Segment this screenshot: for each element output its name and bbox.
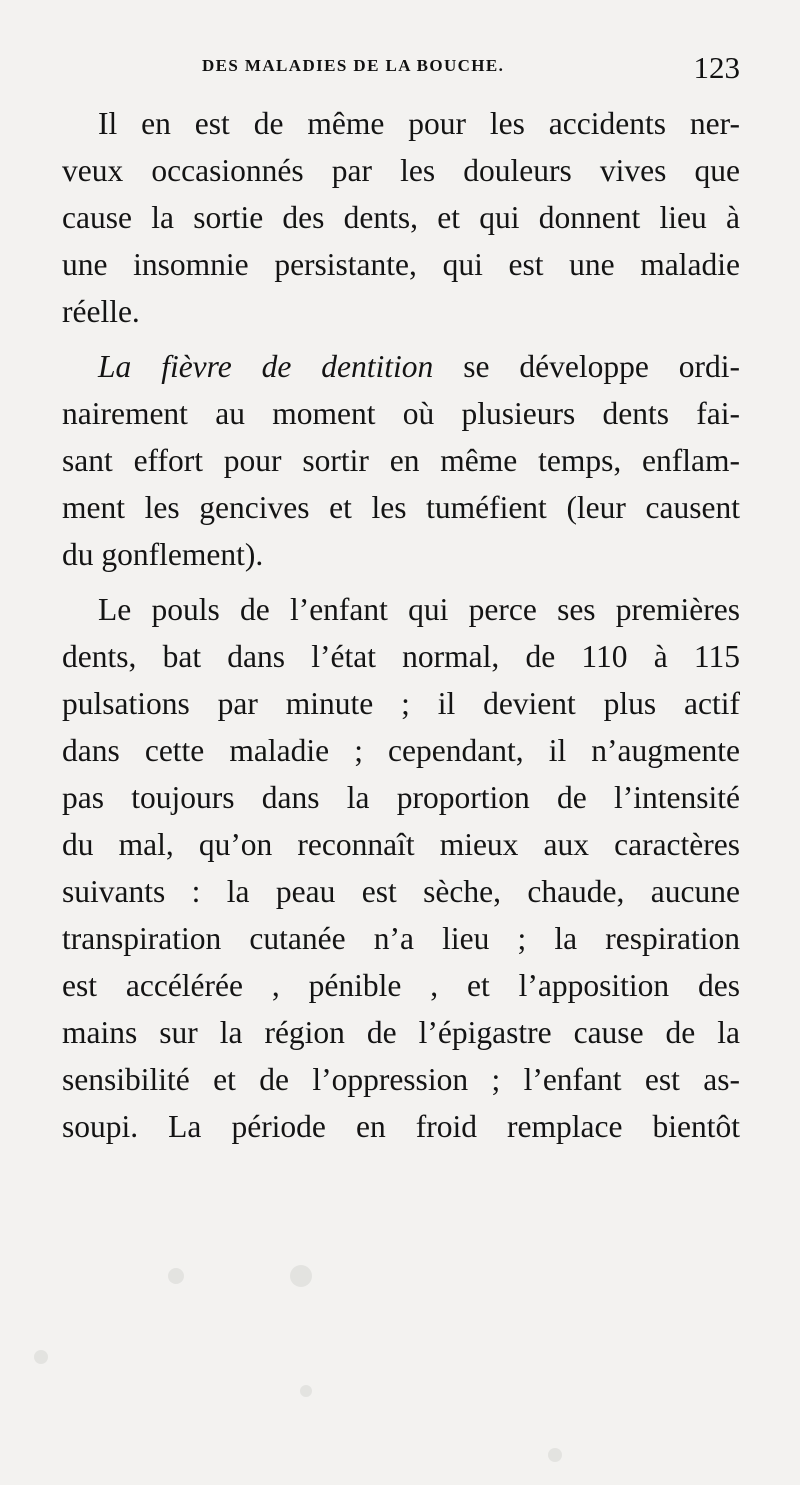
- paper-speck: [548, 1448, 562, 1462]
- text-line: Le pouls de l’enfant qui perce ses premières: [98, 592, 740, 627]
- page-number: 123: [693, 50, 740, 85]
- text-run: se développe ordi-: [463, 349, 741, 384]
- paragraph-1: [62, 100, 740, 335]
- text-line: mains sur la région de l’épigastre cause de la: [62, 1015, 740, 1050]
- paper-speck: [168, 1268, 184, 1284]
- paper-speck: [34, 1350, 48, 1364]
- paragraph-3: [62, 586, 740, 1150]
- text-line: sant effort pour sortir en même temps, enflam-: [62, 443, 740, 478]
- text-line: pulsations par minute ; il devient plus actif: [62, 686, 740, 721]
- text-line: du gonflement).: [62, 537, 264, 572]
- text-line: cause la sortie des dents, et qui donnent lieu à: [62, 200, 740, 235]
- body-text: [62, 100, 740, 1150]
- text-line: sensibilité et de l’oppression ; l’enfant est as-: [62, 1062, 740, 1097]
- text-line: soupi. La période en froid remplace bientôt: [62, 1109, 740, 1144]
- paragraph-2: [62, 343, 740, 578]
- running-title: DES MALADIES DE LA BOUCHE.: [202, 56, 505, 75]
- text-line: dents, bat dans l’état normal, de 110 à 115: [62, 639, 740, 674]
- text-line: pas toujours dans la proportion de l’intensité: [62, 780, 740, 815]
- text-line: transpiration cutanée n’a lieu ; la respiration: [62, 921, 740, 956]
- paper-speck: [290, 1265, 312, 1287]
- italic-term: La fièvre de dentition: [98, 349, 434, 384]
- text-line: ment les gencives et les tuméfient (leur causent: [62, 490, 740, 525]
- text-line: est accélérée , pénible , et l’apposition des: [62, 968, 740, 1003]
- text-line: Il en est de même pour les accidents ner-: [98, 106, 740, 141]
- text-line: suivants : la peau est sèche, chaude, aucune: [62, 874, 740, 909]
- page-header: [62, 50, 740, 86]
- paper-speck: [300, 1385, 312, 1397]
- text-line: une insomnie persistante, qui est une maladie: [62, 247, 740, 282]
- text-line: [62, 343, 740, 390]
- text-line: veux occasionnés par les douleurs vives que: [62, 153, 740, 188]
- text-line: du mal, qu’on reconnaît mieux aux caractères: [62, 827, 740, 862]
- text-line: réelle.: [62, 294, 140, 329]
- text-line: dans cette maladie ; cependant, il n’augmente: [62, 733, 740, 768]
- text-line: nairement au moment où plusieurs dents fai-: [62, 396, 740, 431]
